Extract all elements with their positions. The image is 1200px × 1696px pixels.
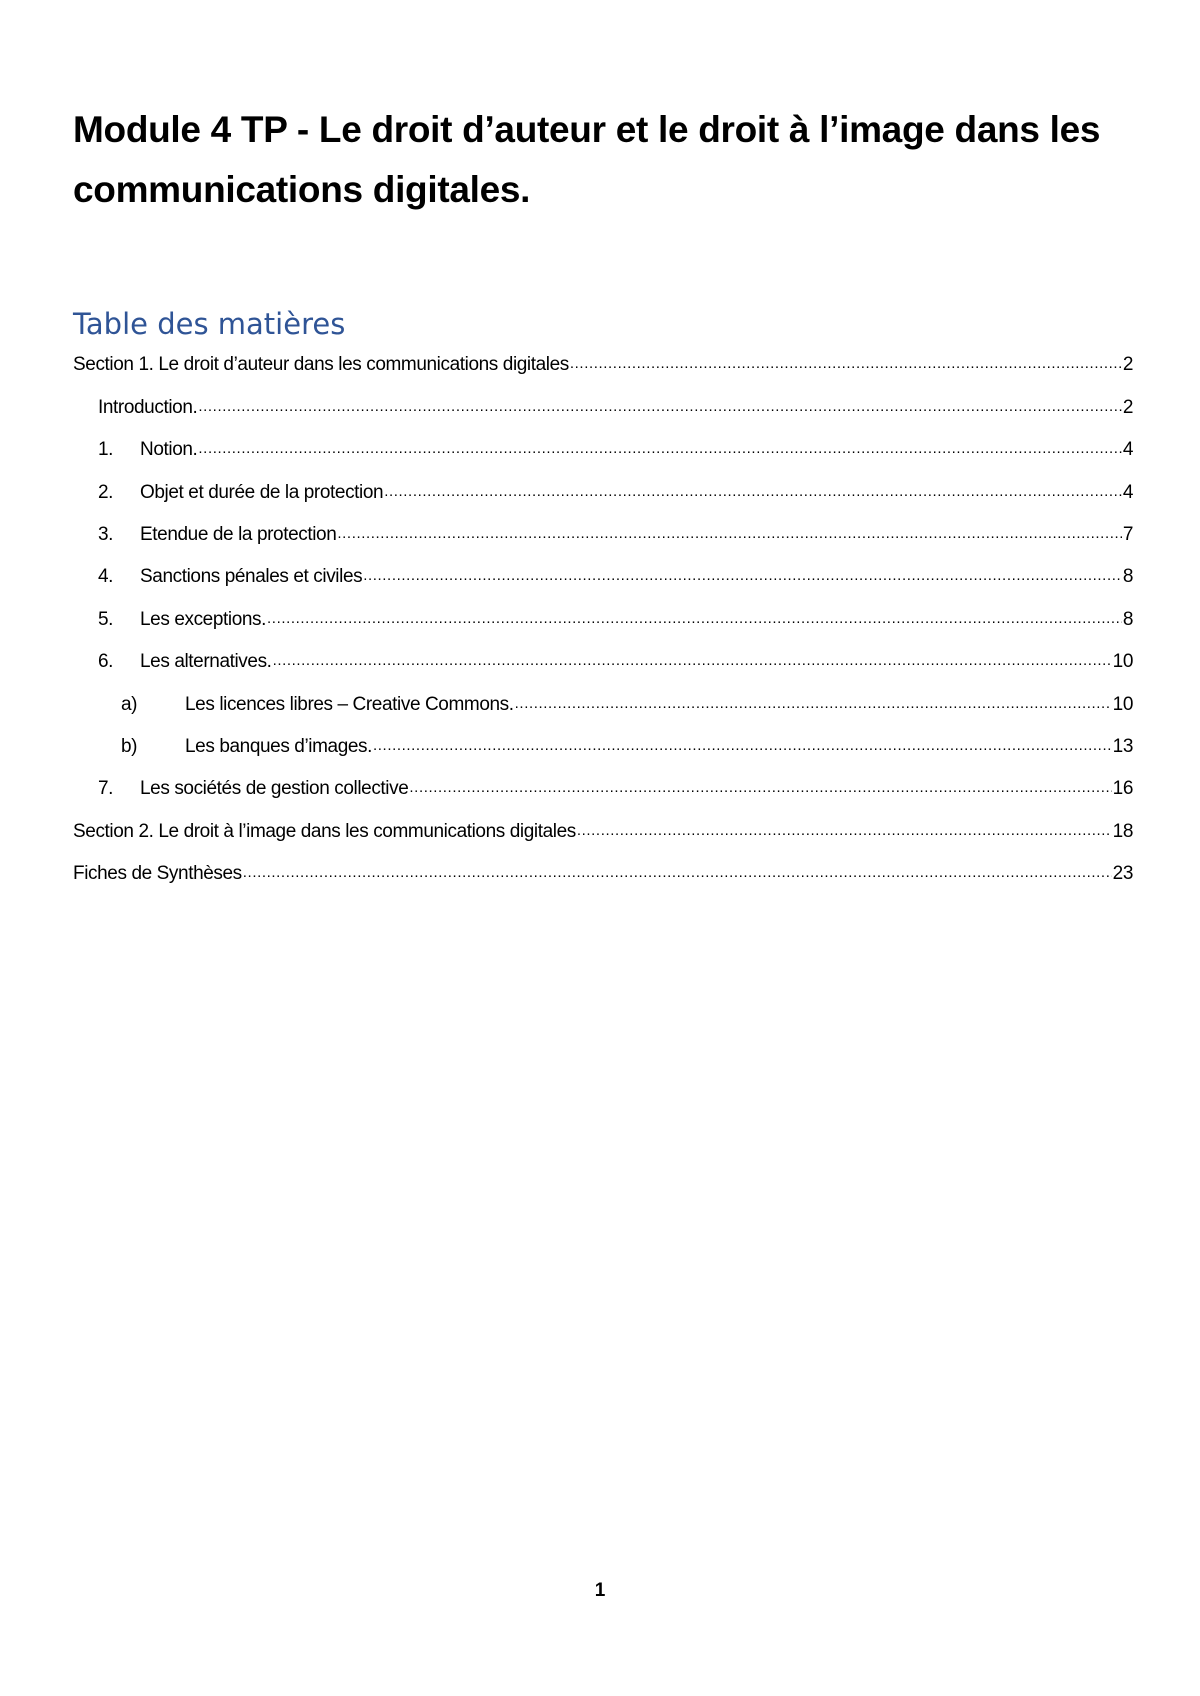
toc-entry-etendue[interactable]	[73, 512, 1133, 554]
toc-entry-number: 2.	[98, 481, 114, 503]
toc-entry-text: Les sociétés de gestion collective	[140, 778, 409, 800]
toc-entry-number: 4.	[98, 566, 114, 588]
toc-entry-text: Notion.	[140, 439, 198, 461]
toc-entry-text: Les banques d’images.	[185, 735, 373, 757]
toc-entry-number: 7.	[98, 778, 114, 800]
toc-dot-leader	[337, 521, 1121, 540]
toc-dot-leader	[384, 479, 1122, 498]
toc-dot-leader	[373, 733, 1112, 752]
toc-entry-page: 8	[1122, 566, 1133, 588]
toc-entry-page: 23	[1112, 863, 1133, 885]
toc-entry-page: 8	[1122, 608, 1133, 630]
toc-entry-text: Objet et durée de la protection	[140, 481, 384, 503]
toc-dot-leader	[363, 563, 1122, 582]
document-title: Module 4 TP - Le droit d’auteur et le droit à l’image dans les communications digitales.	[73, 109, 1101, 210]
toc-entry-text: Les licences libres – Creative Commons.	[185, 693, 514, 715]
toc-entry-text: Section 1. Le droit d’auteur dans les communications digitales	[73, 354, 569, 376]
toc-dot-leader	[515, 691, 1112, 710]
toc-entry-text: Les alternatives.	[140, 651, 272, 673]
toc-entry-text: Les exceptions.	[140, 608, 267, 630]
toc-dot-leader	[198, 394, 1121, 413]
toc-entry-section-1[interactable]	[73, 342, 1133, 384]
toc-entry-number: b)	[121, 735, 138, 757]
toc-entry-objet-duree[interactable]	[73, 469, 1133, 511]
toc-entry-section-2[interactable]	[73, 808, 1133, 850]
toc-entry-societes-gestion[interactable]	[73, 766, 1133, 808]
toc-entry-introduction[interactable]	[73, 384, 1133, 426]
toc-entry-page: 10	[1112, 693, 1133, 715]
toc-entry-notion[interactable]	[73, 427, 1133, 469]
page-number: 1	[594, 1580, 606, 1601]
toc-entry-exceptions[interactable]	[73, 596, 1133, 638]
toc-entry-number: a)	[121, 693, 138, 715]
toc-entry-number: 3.	[98, 523, 114, 545]
toc-dot-leader	[243, 860, 1112, 879]
toc-entry-page: 2	[1122, 354, 1133, 376]
toc-entry-page: 7	[1122, 523, 1133, 545]
toc-entry-page: 18	[1112, 820, 1133, 842]
toc-dot-leader	[570, 351, 1122, 370]
table-of-contents	[73, 342, 1133, 893]
toc-heading: Table des matières	[73, 307, 346, 341]
toc-dot-leader	[198, 436, 1121, 455]
toc-entry-text: Etendue de la protection	[140, 523, 337, 545]
toc-entry-number: 5.	[98, 608, 114, 630]
toc-dot-leader	[409, 775, 1111, 794]
toc-entry-text: Section 2. Le droit à l’image dans les communications digitales	[73, 820, 576, 842]
toc-dot-leader	[273, 648, 1112, 667]
toc-entry-sanctions[interactable]	[73, 554, 1133, 596]
toc-entry-text: Fiches de Synthèses	[73, 863, 242, 885]
toc-entry-page: 4	[1122, 481, 1133, 503]
toc-entry-page: 2	[1122, 396, 1133, 418]
toc-entry-licences-libres[interactable]	[73, 681, 1133, 723]
toc-entry-fiches-syntheses[interactable]	[73, 851, 1133, 893]
toc-dot-leader	[577, 818, 1112, 837]
toc-entry-page: 4	[1122, 439, 1133, 461]
toc-entry-page: 10	[1112, 651, 1133, 673]
toc-entry-number: 6.	[98, 651, 114, 673]
toc-entry-text: Sanctions pénales et civiles	[140, 566, 363, 588]
toc-entry-banques-images[interactable]	[73, 724, 1133, 766]
toc-entry-page: 16	[1112, 778, 1133, 800]
toc-entry-page: 13	[1112, 735, 1133, 757]
toc-entry-alternatives[interactable]	[73, 639, 1133, 681]
toc-entry-number: 1.	[98, 439, 114, 461]
toc-dot-leader	[267, 606, 1122, 625]
toc-entry-text: Introduction.	[98, 396, 198, 418]
